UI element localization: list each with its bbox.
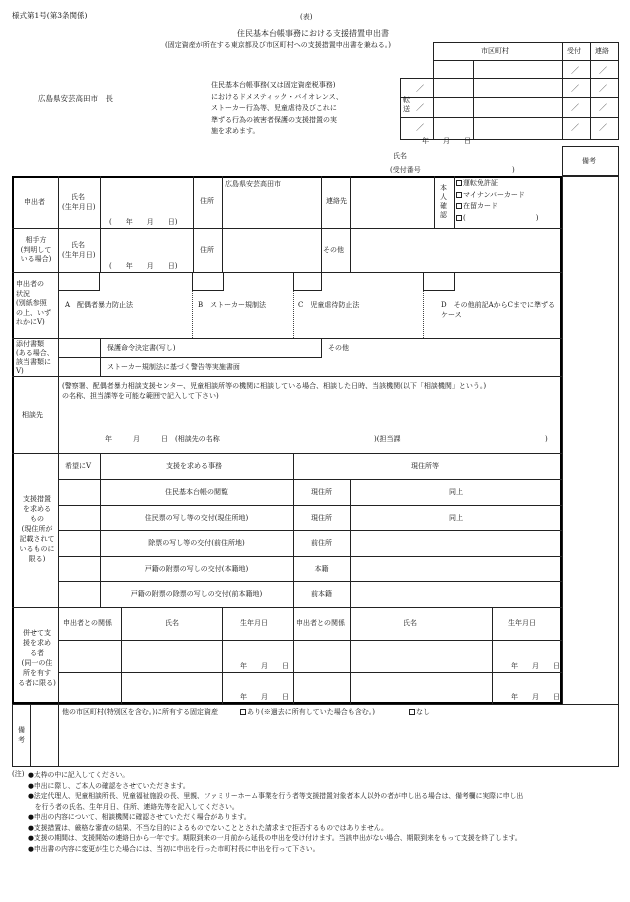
note-item: ●支援の期間は、支援開始の連絡日から一年です。期限到来の一月前から延長の申出を受け付けます。当該申出がない場合、期限到来をもって支援を終了します。 [28,834,522,842]
consultation-date-and-name[interactable]: 年 月 日 (相談先の名称 [105,435,220,443]
remarks-option-yes[interactable]: あり(※過去に所有していた場合も含む。) [240,708,375,716]
support-row-place: 前住所 [311,539,332,547]
municipality-header: 市区町村 [481,47,509,55]
form-subtitle: (固定資産が所在する東京都及び市区町村への支援措置申出書を兼ねる。) [165,41,391,49]
remarks-fixed-asset-text: 他の市区町村(特別区を含む。)に所有する固定資産 [62,708,218,716]
household-relation-header: 申出者との関係 [63,619,112,627]
checkbox[interactable] [456,203,462,209]
note-item: ●申出に際し、ご本人の確認をさせていただきます。 [28,781,190,790]
transfer-label: 転送 [403,96,410,113]
support-row-task[interactable]: 戸籍の附票の除票の写しの交付(前本籍地) [130,590,263,598]
household-birth-value[interactable]: 年 月 日 [511,693,560,701]
counterpart-birth-value: ( 年 月 日) [109,262,178,270]
support-label: 支援措置 を求める もの (現住所が 記載されて いるものに 限る) [19,495,55,563]
support-row-value: 同上 [449,488,463,496]
addressee: 広島県安芸高田市 長 [38,94,113,103]
note-item: ●支援措置は、厳格な審査の結果、不当な目的によるものでないこととされた請求まで拒否するものではありません。 [28,823,388,832]
remarks-header: 備考 [582,157,596,165]
household-name-header: 氏名 [165,619,179,627]
identity-option-other[interactable]: ( ) [456,213,538,225]
support-address-header: 現住所等 [411,462,439,470]
note-item: ●申出書の内容に変更が生じた場合には、当初に申出を行った市町村長に申出を行って下さい。 [28,844,320,853]
support-row-task[interactable]: 除票の写し等の交付(前住所地) [148,539,245,547]
consultation-department[interactable]: )(担当課 [374,435,401,443]
identity-options [456,178,538,224]
checkbox[interactable] [456,192,462,198]
support-row-place: 現住所 [311,514,332,522]
support-row-place: 本籍 [314,565,329,573]
support-row-task[interactable]: 住民票の写し等の交付(現住所地) [144,514,249,522]
status-option-c[interactable]: C 児童虐待防止法 [298,301,360,309]
note-item: ●法定代理人、児童相談所長、児童福祉施設の長、里親、ファミリーホーム事業を行う者等支援措置対象者本人以外の者が申し出る場合は、備考欄に実際に申し出 [28,792,524,800]
applicant-address-value[interactable]: 広島県安芸高田市 [225,180,281,188]
status-option-b[interactable]: B ストーカー規制法 [198,301,267,309]
applicant-contact-label: 連絡先 [326,197,347,205]
remarks-label: 備考 [18,726,25,744]
counterpart-name-label: 氏名 [71,241,85,249]
note-item: ●申出の内容について、相談機関に確認させていただく場合があります。 [28,813,251,821]
note-item: ●太枠の中に記入してください。 [28,771,130,779]
household-label: 併せて支 援を求め る者 (同一の住 所を有す る者に限る) [18,629,56,687]
consultation-instructions: (警察署、配偶者暴力相談支援センター、児童相談所等の機関に相談している場合、相談した日時、当該機関(以下「相談機関」という。) の名称、担当課等を可能な範囲で記入して下さい) [62,382,487,400]
household-name-header-2: 氏名 [403,619,417,627]
notes-lead: (注) [12,770,25,778]
applicant-birth-value: ( 年 月 日) [109,218,178,226]
identity-option-license[interactable]: 運転免許証 [456,178,538,190]
document-protection-order[interactable]: 保護命令決定書(写し) [107,344,176,352]
household-birth-header-2: 生年月日 [508,619,536,627]
household-relation-header-2: 申出者との関係 [296,619,345,627]
counterpart-other-label: その他 [323,246,344,254]
status-option-d[interactable]: D その他前記AからCまでに準ずるケース [441,301,556,319]
name-label: 氏名 [393,152,407,160]
applicant-address-label: 住所 [200,197,214,205]
front-label: (表) [300,13,313,21]
reception-close: ) [512,166,515,174]
applicant-label: 申出者 [24,198,45,206]
applicant-birth-label: (生年月日) [62,203,96,211]
contact-header: 連絡 [595,47,609,55]
form-title: 住民基本台帳事務における支援措置申出書 [237,29,389,38]
support-row-place: 現住所 [311,488,332,496]
identity-option-residence[interactable]: 在留カード [456,201,538,213]
checkbox[interactable] [240,709,246,715]
documents-label: 添付書類 (ある場合、 該当書類に V) [16,340,54,375]
date-line: 年 月 日 [422,137,471,145]
checkbox[interactable] [409,709,415,715]
support-row-place: 前本籍 [311,590,332,598]
household-birth-header: 生年月日 [240,619,268,627]
document-stalker-warning[interactable]: ストーカー規制法に基づく警告等実施書面 [107,363,240,371]
household-birth-value[interactable]: 年 月 日 [240,662,289,670]
counterpart-birth-label: (生年月日) [62,251,96,259]
household-birth-value[interactable]: 年 月 日 [240,693,289,701]
status-option-a[interactable]: A 配偶者暴力防止法 [65,301,134,309]
support-row-value: 同上 [449,514,463,522]
reception-label: (受付番号 [390,166,421,174]
counterpart-label: 相手方 (判明して いる場合) [20,236,52,263]
support-task-header: 支援を求める事務 [166,462,222,470]
counterpart-address-label: 住所 [200,246,214,254]
consultation-close: ) [545,435,548,443]
note-item: を行う者の氏名、生年月日、住所、連絡先等を記入してください。 [28,802,239,811]
support-check-header: 希望にV [65,462,92,470]
support-row-task[interactable]: 戸籍の附票の写しの交付(本籍地) [144,565,249,573]
notes-list [28,770,523,854]
checkbox[interactable] [456,215,462,221]
support-row-task[interactable]: 住民基本台帳の閲覧 [165,488,228,496]
identity-option-mynumber[interactable]: マイナンバーカード [456,190,538,202]
document-other[interactable]: その他 [328,344,349,352]
applicant-name-label: 氏名 [71,193,85,201]
consultation-label: 相談先 [22,411,43,419]
form-number: 様式第1号(第3条関係) [12,11,88,20]
status-label: 申出者の 状況 (別紙参照 の上、いず れかにV) [16,280,51,326]
intro-text: 住民基本台帳事務(又は固定資産税事務) におけるドメスティック・バイオレンス、 ストーカー行為等、児童虐待及びこれに 準ずる行為の被害者保護の支援措置の実 施を求めます。 [211,81,343,135]
identity-label: 本人確認 [440,184,447,219]
household-birth-value[interactable]: 年 月 日 [511,662,560,670]
remarks-option-no[interactable]: なし [409,708,430,716]
checkbox[interactable] [456,180,462,186]
received-header: 受付 [567,47,581,55]
